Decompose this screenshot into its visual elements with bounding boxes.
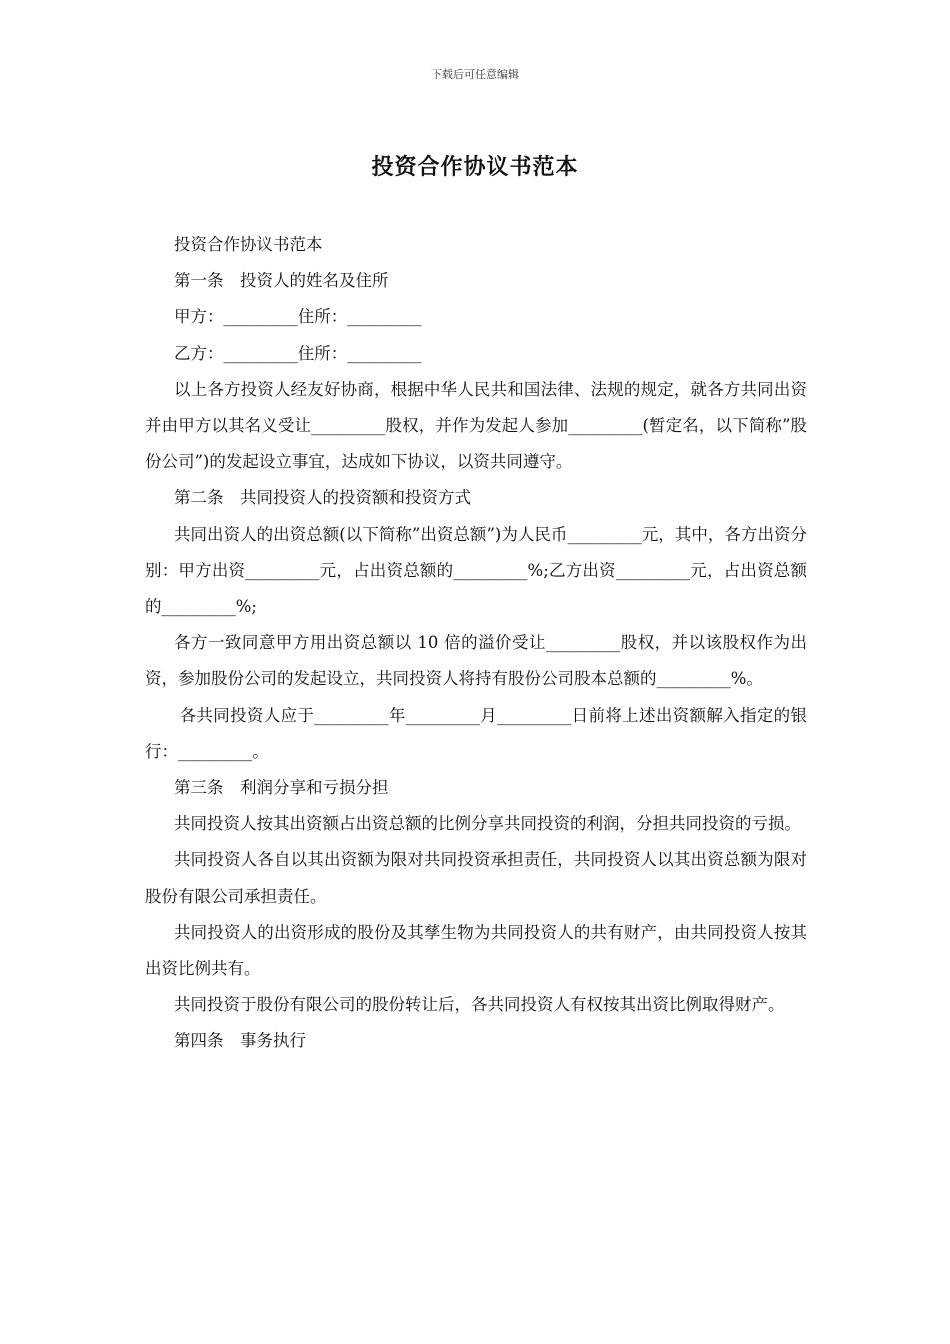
document-body [145, 227, 807, 1060]
payment-deadline-paragraph: 各共同投资人应于_________年_________月_________日前将上述出资额解入指定的银行：_________。 [145, 705, 808, 761]
preamble-paragraph: 以上各方投资人经友好协商，根据中华人民共和国法律、法规的规定，就各方共同出资并由甲方以其名义受让_________股权，并作为发起人参加_________(暂定名，以下简称”股份公司”)的发起设立事宜，达成如下协议，以资共同遵守。 [145, 379, 807, 472]
article-2-heading: 第二条 共同投资人的投资额和投资方式 [174, 488, 471, 508]
document-title: 投资合作协议书范本 [371, 154, 579, 180]
article-4-heading: 第四条 事务执行 [174, 1031, 306, 1051]
profit-sharing-paragraph: 共同投资人按其出资额占出资总额的比例分享共同投资的利润，分担共同投资的亏损。 [174, 814, 801, 834]
joint-property-paragraph: 共同投资人的出资形成的股份及其孳生物为共同投资人的共有财产，由共同投资人按其出资比例共有。 [145, 922, 807, 979]
liability-paragraph: 共同投资人各自以其出资额为限对共同投资承担责任，共同投资人以其出资总额为限对股份有限公司承担责任。 [145, 850, 807, 906]
share-transfer-paragraph: 共同投资于股份有限公司的股份转让后，各共同投资人有权按其出资比例取得财产。 [174, 995, 785, 1015]
investment-amount-paragraph: 共同出资人的出资总额(以下简称”出资总额”)为人民币_________元，其中，各方出资分别：甲方出资_________元，占出资总额的_________%;乙方出资_________元，占出资总额的_________%; [145, 524, 807, 617]
premium-transfer-paragraph: 各方一致同意甲方用出资总额以 10 倍的溢价受让_________股权，并以该股权作为出资，参加股份公司的发起设立，共同投资人将持有股份公司股本总额的_________%。 [145, 633, 807, 689]
party-b-line: 乙方：_________住所：_________ [174, 343, 422, 363]
header-note: 下载后可任意编辑 [431, 68, 519, 81]
article-3-heading: 第三条 利润分享和亏损分担 [174, 778, 389, 798]
article-1-heading: 第一条 投资人的姓名及住所 [174, 271, 389, 291]
paragraph-subtitle: 投资合作协议书范本 [174, 235, 323, 254]
party-a-line: 甲方：_________住所：_________ [174, 307, 422, 327]
